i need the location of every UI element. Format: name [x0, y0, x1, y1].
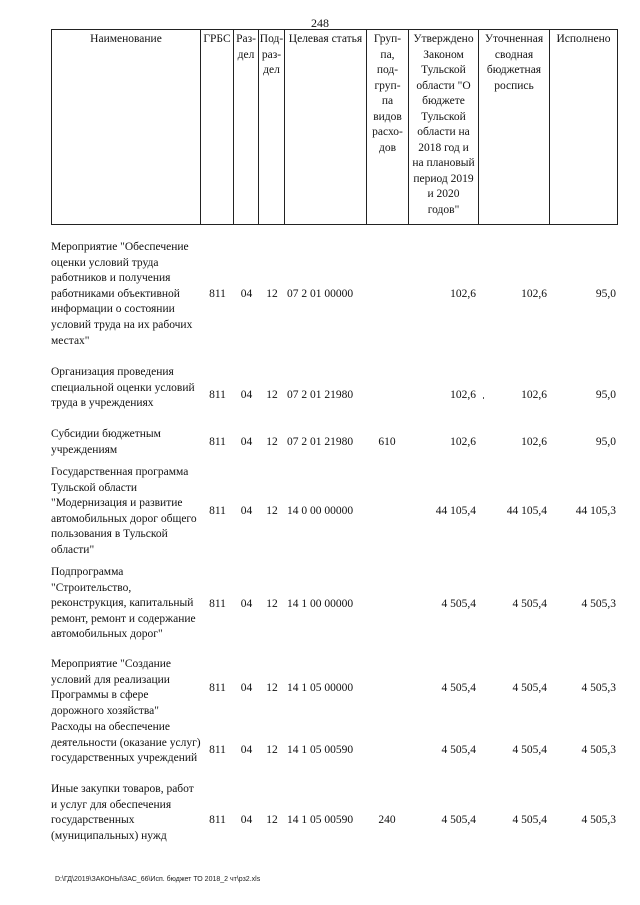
row-razdel: 04	[240, 505, 253, 517]
row-utochneno: 102,6	[521, 436, 547, 448]
row-tselevaya-statya: 07 2 01 21980	[287, 389, 354, 401]
row-name: Мероприятие "Обеспечение оценки условий труда работников и получения работниками объективной информации о состоянии условий труда на их рабочих местах"	[51, 241, 193, 347]
row-grbs: 811	[209, 744, 226, 756]
header-podrazdel: Под- раз- дел	[259, 30, 285, 224]
row-grbs: 811	[209, 505, 226, 517]
row-utochneno: 44 105,4	[506, 505, 547, 517]
row-tselevaya-statya: 14 0 00 00000	[287, 505, 354, 517]
row-utverzhdeno: 4 505,4	[441, 744, 476, 756]
row-razdel: 04	[240, 436, 253, 448]
row-vid-raskhodov: 240	[378, 814, 396, 826]
header-utverzhdeno: Утверждено Законом Тульской области "О бюджете Тульской области на 2018 год и на плановый период 2019 и 2020 годов"	[409, 30, 479, 224]
row-utverzhdeno: 4 505,4	[441, 814, 476, 826]
row-ispolneno: 4 505,3	[581, 744, 616, 756]
header-razdel: Раз- дел	[234, 30, 259, 224]
table-header	[51, 29, 618, 225]
row-podrazdel: 12	[266, 505, 278, 517]
row-utochneno: 4 505,4	[512, 744, 547, 756]
row-razdel: 04	[240, 744, 253, 756]
row-name: Подпрограмма "Строительство, реконструкция, капитальный ремонт, ремонт и содержание автомобильных дорог"	[51, 566, 196, 641]
row-podrazdel: 12	[266, 389, 278, 401]
row-utochneno: 4 505,4	[512, 814, 547, 826]
row-tselevaya-statya: 07 2 01 00000	[287, 288, 354, 300]
row-razdel: 04	[240, 598, 253, 610]
row-utverzhdeno: 4 505,4	[441, 598, 476, 610]
row-name: Иные закупки товаров, работ и услуг для обеспечения государственных (муниципальных) нужд	[51, 783, 194, 842]
row-name: Государственная программа Тульской области "Модернизация и развитие автомобильных дорог общего пользования в Тульской области"	[51, 466, 197, 556]
row-podrazdel: 12	[266, 682, 278, 694]
row-razdel: 04	[240, 814, 253, 826]
row-grbs: 811	[209, 389, 226, 401]
row-utverzhdeno: 4 505,4	[441, 682, 476, 694]
file-path-footer: D:\ГД\2019\ЗАКОНЫ\ЗАС_66\Исп. бюджет ТО 2018_2 чт\рз2.xls	[55, 876, 261, 883]
row-ispolneno: 44 105,3	[575, 505, 616, 517]
row-utochneno: 102,6	[521, 389, 547, 401]
row-podrazdel: 12	[266, 814, 278, 826]
row-tselevaya-statya: 14 1 05 00590	[287, 814, 354, 826]
row-tselevaya-statya: 14 1 05 00000	[287, 682, 354, 694]
row-razdel: 04	[240, 288, 253, 300]
row-grbs: 811	[209, 814, 226, 826]
row-ispolneno: 4 505,3	[581, 598, 616, 610]
row-name: Субсидии бюджетным учреждениям	[51, 428, 161, 456]
row-tselevaya-statya: 07 2 01 21980	[287, 436, 354, 448]
row-ispolneno: 95,0	[595, 288, 616, 300]
row-tselevaya-statya: 14 1 00 00000	[287, 598, 354, 610]
row-podrazdel: 12	[266, 598, 278, 610]
row-utverzhdeno: 102,6	[450, 389, 476, 401]
row-podrazdel: 12	[266, 744, 278, 756]
row-utverzhdeno: 102,6	[450, 436, 476, 448]
row-podrazdel: 12	[266, 436, 278, 448]
row-utverzhdeno: 102,6	[450, 288, 476, 300]
row-name: Мероприятие "Создание условий для реализации Программы в сфере дорожного хозяйства"	[51, 658, 172, 717]
row-utverzhdeno: 44 105,4	[435, 505, 476, 517]
row-tselevaya-statya: 14 1 05 00590	[287, 744, 354, 756]
header-ispolneno: Исполнено	[550, 30, 618, 224]
row-razdel: 04	[240, 682, 253, 694]
header-gruppa-vidov-raskhodov: Груп- па, под- груп- па видов расхо- дов	[367, 30, 409, 224]
row-ispolneno: 95,0	[595, 389, 616, 401]
row-utochneno: 102,6	[521, 288, 547, 300]
row-vid-raskhodov: 610	[378, 436, 396, 448]
header-grbs: ГРБС	[201, 30, 234, 224]
row-grbs: 811	[209, 436, 226, 448]
row-ispolneno: 4 505,3	[581, 814, 616, 826]
header-tselevaya-statya: Целевая статья	[285, 30, 367, 224]
row-grbs: 811	[209, 682, 226, 694]
row-utochneno: 4 505,4	[512, 682, 547, 694]
row-podrazdel: 12	[266, 288, 278, 300]
header-utochnennaya-rospis: Уточненная сводная бюджетная роспись	[479, 30, 550, 224]
row-razdel: 04	[240, 389, 253, 401]
row-utochneno: 4 505,4	[512, 598, 547, 610]
header-name: Наименование	[51, 30, 201, 224]
row-name: Организация проведения специальной оценки условий труда в учреждениях	[51, 366, 195, 410]
row-grbs: 811	[209, 288, 226, 300]
page-number: 248	[311, 16, 329, 30]
row-grbs: 811	[209, 598, 226, 610]
row-ispolneno: 95,0	[595, 436, 616, 448]
row-name: Расходы на обеспечение деятельности (оказание услуг) государственных учреждений	[51, 721, 201, 765]
row-ispolneno: 4 505,3	[581, 682, 616, 694]
scan-speck	[483, 397, 484, 399]
